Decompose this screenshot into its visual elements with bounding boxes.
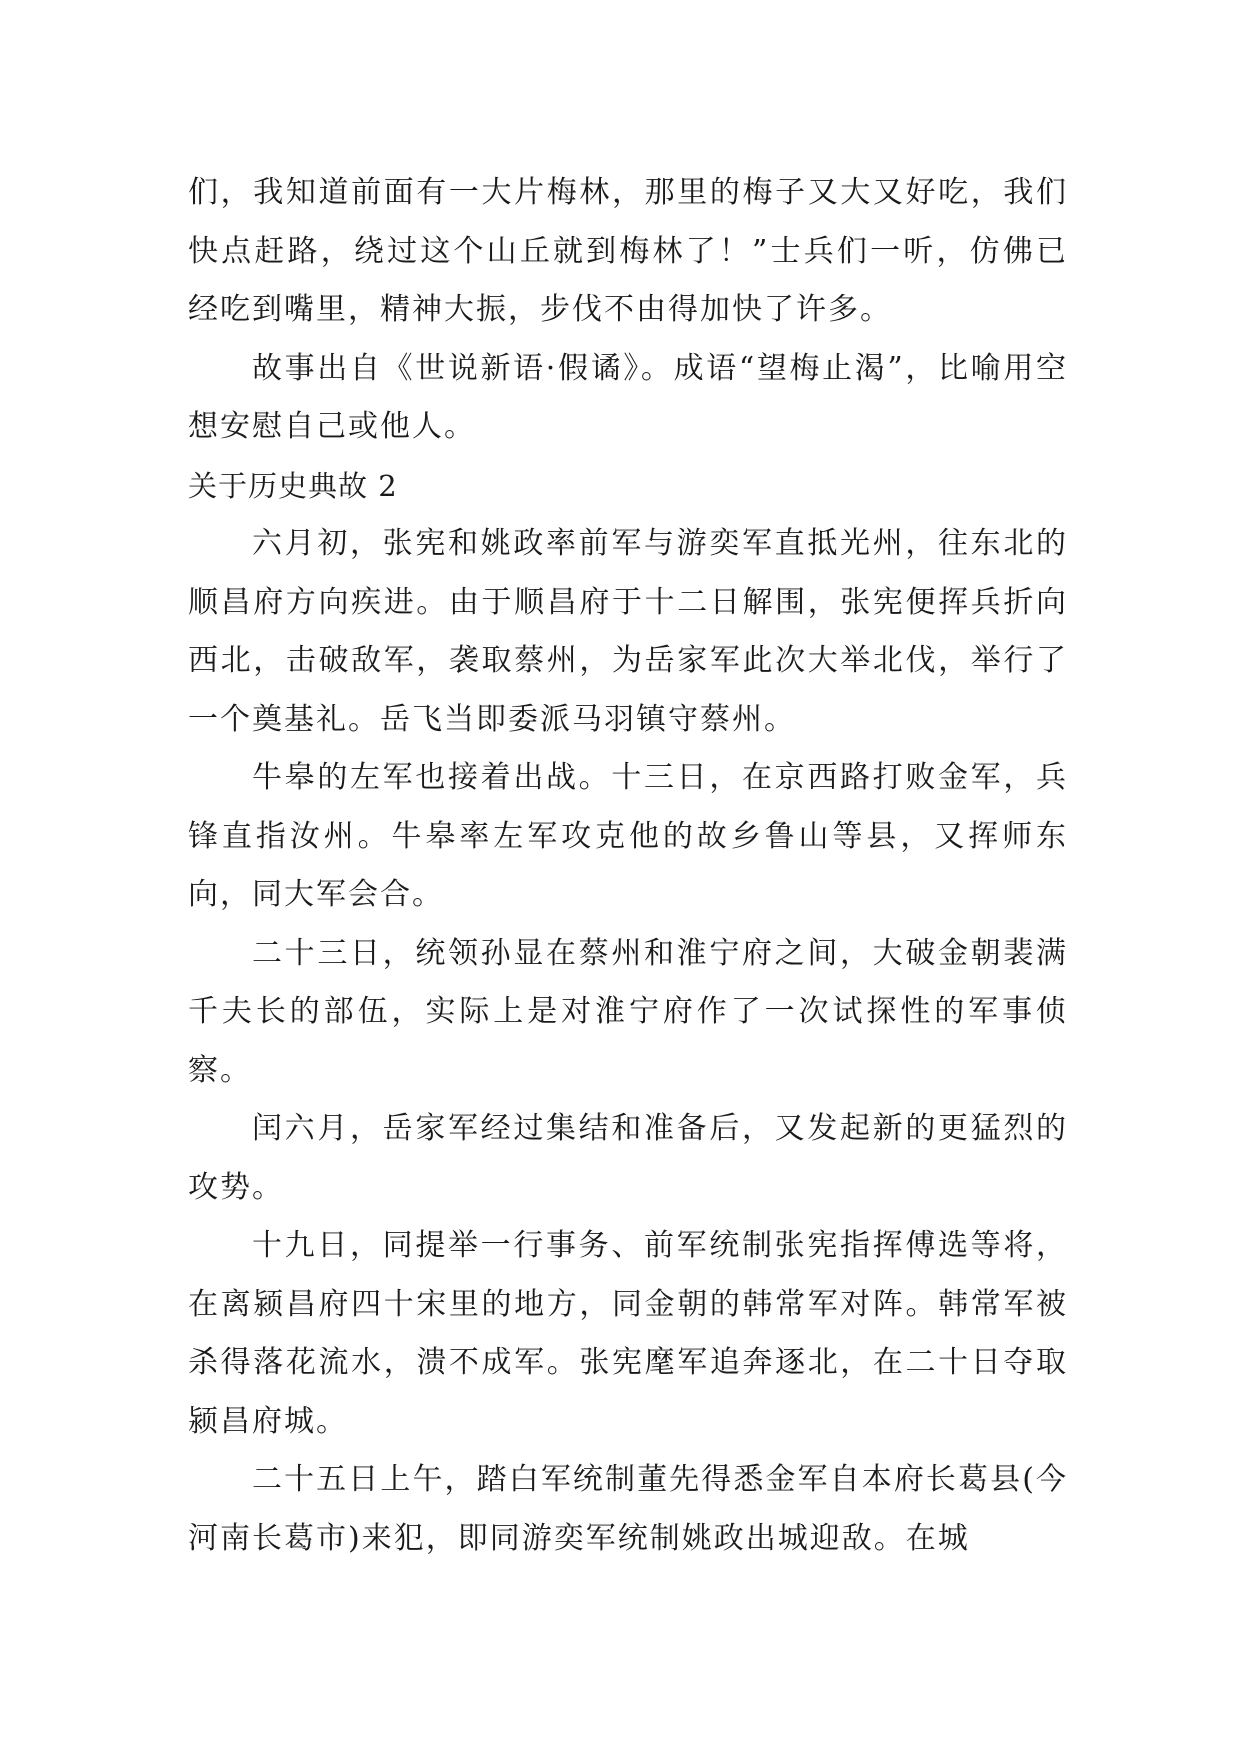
paragraph-story-source: 故事出自《世说新语·假谲》。成语“望梅止渴”，比喻用空想安慰自己或他人。: [188, 350, 1068, 444]
paragraph: 二十五日上午，踏白军统制董先得悉金军自本府长葛县(今河南长葛市)来犯，即同游奕军统制姚政出城迎敌。在城: [188, 1462, 1068, 1556]
paragraph: 十九日，同提举一行事务、前军统制张宪指挥傅选等将，在离颍昌府四十宋里的地方，同金朝的韩常军对阵。韩常军被杀得落花流水，溃不成军。张宪麾军追奔逐北，在二十日夺取颍昌府城。: [188, 1228, 1068, 1439]
paragraph: 牛皋的左军也接着出战。十三日，在京西路打败金军，兵锋直指汝州。牛皋率左军攻克他的故乡鲁山等县，又挥师东向，同大军会合。: [188, 760, 1068, 912]
paragraph: 二十三日，统领孙显在蔡州和淮宁府之间，大破金朝裴满千夫长的部伍，实际上是对淮宁府作了一次试探性的军事侦察。: [188, 935, 1068, 1088]
paragraph: 闰六月，岳家军经过集结和准备后，又发起新的更猛烈的攻势。: [188, 1111, 1068, 1205]
paragraph: 六月初，张宪和姚政率前军与游奕军直抵光州，往东北的顺昌府方向疾进。由于顺昌府于十二日解围，张宪便挥兵折向西北，击破敌军，袭取蔡州，为岳家军此次大举北伐，举行了一个奠基礼。岳飞当即委派马羽镇守蔡州。: [188, 526, 1068, 737]
document-body: [188, 164, 1068, 1568]
section-heading: 关于历史典故 2: [188, 468, 398, 503]
paragraph-continuation: 们，我知道前面有一大片梅林，那里的梅子又大又好吃，我们快点赶路，绕过这个山丘就到梅林了！”士兵们一听，仿佛已经吃到嘴里，精神大振，步伐不由得加快了许多。: [188, 175, 1068, 327]
